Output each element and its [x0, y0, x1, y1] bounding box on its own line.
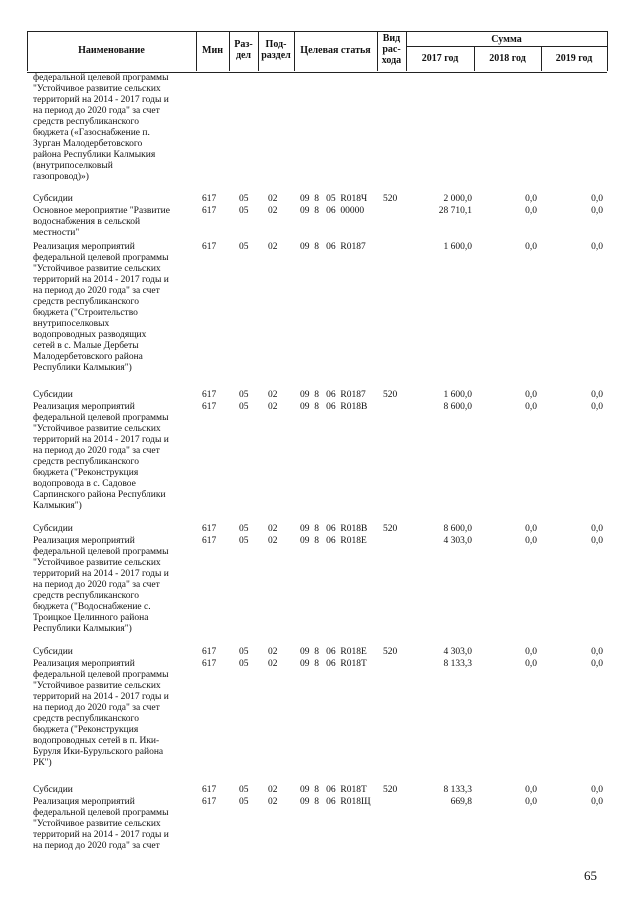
- row-podrazdel: 02: [268, 402, 278, 412]
- header-podrazdel: Под- раздел: [261, 39, 291, 61]
- header-2017: 2017 год: [421, 53, 459, 64]
- row-min: 617: [202, 524, 217, 534]
- row-name: Субсидии: [33, 785, 73, 795]
- row-razdel: 05: [239, 785, 249, 795]
- row-sum-2018: 0,0: [525, 402, 537, 412]
- row-sum-2017: 1 600,0: [443, 242, 472, 252]
- row-min: 617: [202, 206, 217, 216]
- row-podrazdel: 02: [268, 659, 278, 669]
- row-sum-2019: 0,0: [591, 647, 603, 657]
- row-sum-2018: 0,0: [525, 390, 537, 400]
- row-sum-2019: 0,0: [591, 194, 603, 204]
- row-sum-2019: 0,0: [591, 402, 603, 412]
- row-min: 617: [202, 194, 217, 204]
- row-sum-2017: 8 133,3: [443, 659, 472, 669]
- row-razdel: 05: [239, 797, 249, 807]
- row-target: 09 8 06 R018Т: [300, 785, 367, 795]
- row-sum-2018: 0,0: [525, 647, 537, 657]
- header-2018: 2018 год: [489, 53, 526, 64]
- row-razdel: 05: [239, 647, 249, 657]
- row-min: 617: [202, 797, 217, 807]
- header-summa: Сумма: [491, 34, 522, 45]
- row-sum-2018: 0,0: [525, 536, 537, 546]
- row-razdel: 05: [239, 242, 249, 252]
- row-sum-2019: 0,0: [591, 390, 603, 400]
- header-name: Наименование: [78, 45, 145, 56]
- row-razdel: 05: [239, 659, 249, 669]
- row-min: 617: [202, 242, 217, 252]
- row-min: 617: [202, 659, 217, 669]
- row-sum-2017: 669,8: [450, 797, 472, 807]
- row-podrazdel: 02: [268, 797, 278, 807]
- row-podrazdel: 02: [268, 785, 278, 795]
- row-name: Субсидии: [33, 647, 73, 657]
- row-vid: 520: [383, 390, 398, 400]
- header-target: Целевая статья: [300, 45, 371, 56]
- row-sum-2018: 0,0: [525, 659, 537, 669]
- row-target: 09 8 06 R018Щ: [300, 797, 371, 807]
- row-name: Реализация мероприятий федеральной целевой программы "Устойчивое развитие сельских территорий на 2014 - 2017 годы и на период до 2020 года" за счет средств республиканского бюджета ("Водоснабжение с. Троицкое Целинного района Республики Калмыкия"): [33, 536, 169, 634]
- row-vid: 520: [383, 647, 398, 657]
- row-razdel: 05: [239, 390, 249, 400]
- row-name: Субсидии: [33, 194, 73, 204]
- row-target: 09 8 06 R0187: [300, 242, 366, 252]
- row-sum-2017: 4 303,0: [443, 647, 472, 657]
- row-sum-2018: 0,0: [525, 194, 537, 204]
- row-target: 09 8 06 R018В: [300, 402, 368, 412]
- row-name: Реализация мероприятий федеральной целевой программы "Устойчивое развитие сельских территорий на 2014 - 2017 годы и на период до 2020 года" за счет: [33, 797, 169, 851]
- row-min: 617: [202, 785, 217, 795]
- row-podrazdel: 02: [268, 536, 278, 546]
- row-min: 617: [202, 536, 217, 546]
- row-vid: 520: [383, 785, 398, 795]
- row-name: Субсидии: [33, 390, 73, 400]
- row-min: 617: [202, 390, 217, 400]
- row-razdel: 05: [239, 402, 249, 412]
- row-target: 09 8 06 R018Е: [300, 647, 367, 657]
- row-razdel: 05: [239, 194, 249, 204]
- row-sum-2017: 8 600,0: [443, 402, 472, 412]
- row-sum-2017: 28 710,1: [438, 206, 472, 216]
- page-number: 65: [584, 868, 597, 883]
- header-2019: 2019 год: [555, 53, 593, 64]
- row-target: 09 8 06 00000: [300, 206, 365, 216]
- summa-divider: [406, 46, 607, 47]
- row-podrazdel: 02: [268, 206, 278, 216]
- header-border-right: [607, 31, 608, 71]
- row-sum-2017: 8 600,0: [443, 524, 472, 534]
- row-target: 09 8 06 R018Т: [300, 659, 367, 669]
- row-vid: 520: [383, 524, 398, 534]
- row-sum-2017: 4 303,0: [443, 536, 472, 546]
- row-target: 09 8 06 R0187: [300, 390, 366, 400]
- header-min: Мин: [202, 45, 223, 56]
- row-podrazdel: 02: [268, 242, 278, 252]
- row-podrazdel: 02: [268, 647, 278, 657]
- row-sum-2019: 0,0: [591, 524, 603, 534]
- row-vid: 520: [383, 194, 398, 204]
- row-sum-2019: 0,0: [591, 797, 603, 807]
- row-razdel: 05: [239, 536, 249, 546]
- row-name: Субсидии: [33, 524, 73, 534]
- row-podrazdel: 02: [268, 194, 278, 204]
- row-razdel: 05: [239, 206, 249, 216]
- row-sum-2019: 0,0: [591, 206, 603, 216]
- row-target: 09 8 06 R018Е: [300, 536, 367, 546]
- row-name: Реализация мероприятий федеральной целевой программы "Устойчивое развитие сельских территорий на 2014 - 2017 годы и на период до 2020 года" за счет средств республиканского бюджета ("Реконструкция водопровода в с. Садовое Сарпинского района Республики Калмыкия"): [33, 402, 169, 511]
- row-name: Реализация мероприятий федеральной целевой программы "Устойчивое развитие сельских территорий на 2014 - 2017 годы и на период до 2020 года" за счет средств республиканского бюджета ("Строительство внутрипоселковых водопроводных разводящих сетей в с. Малые Дербеты Малодербетовского района Республики Калмыкия"): [33, 242, 169, 373]
- row-min: 617: [202, 647, 217, 657]
- row-sum-2017: 1 600,0: [443, 390, 472, 400]
- row-sum-2019: 0,0: [591, 536, 603, 546]
- row-sum-2018: 0,0: [525, 797, 537, 807]
- row-sum-2018: 0,0: [525, 206, 537, 216]
- row-razdel: 05: [239, 524, 249, 534]
- row-sum-2017: 2 000,0: [443, 194, 472, 204]
- header-vid: Вид рас- хода: [381, 33, 402, 66]
- row-min: 617: [202, 402, 217, 412]
- row-name: Реализация мероприятий федеральной целевой программы "Устойчивое развитие сельских территорий на 2014 - 2017 годы и на период до 2020 года" за счет средств республиканского бюджета ("Реконструкция водопроводных сетей в п. Ики- Буруля Ики-Бурульского района РК"): [33, 659, 169, 768]
- row-sum-2018: 0,0: [525, 785, 537, 795]
- row-sum-2019: 0,0: [591, 785, 603, 795]
- row-podrazdel: 02: [268, 390, 278, 400]
- header-razdel: Раз- дел: [234, 39, 253, 61]
- row-name: Основное мероприятие "Развитие водоснабжения в сельской местности": [33, 206, 170, 238]
- row-sum-2019: 0,0: [591, 242, 603, 252]
- row-target: 09 8 05 R018Ч: [300, 194, 368, 204]
- row-sum-2017: 8 133,3: [443, 785, 472, 795]
- row-sum-2018: 0,0: [525, 524, 537, 534]
- row-name: федеральной целевой программы "Устойчивое развитие сельских территорий на 2014 - 2017 годы и на период до 2020 года" за счет средств республиканского бюджета («Газоснабжение п. Зурган Малодербетовского района Республики Калмыкия (внутрипоселковый газопровод)»): [33, 73, 169, 182]
- row-target: 09 8 06 R018В: [300, 524, 368, 534]
- row-sum-2018: 0,0: [525, 242, 537, 252]
- row-podrazdel: 02: [268, 524, 278, 534]
- row-sum-2019: 0,0: [591, 659, 603, 669]
